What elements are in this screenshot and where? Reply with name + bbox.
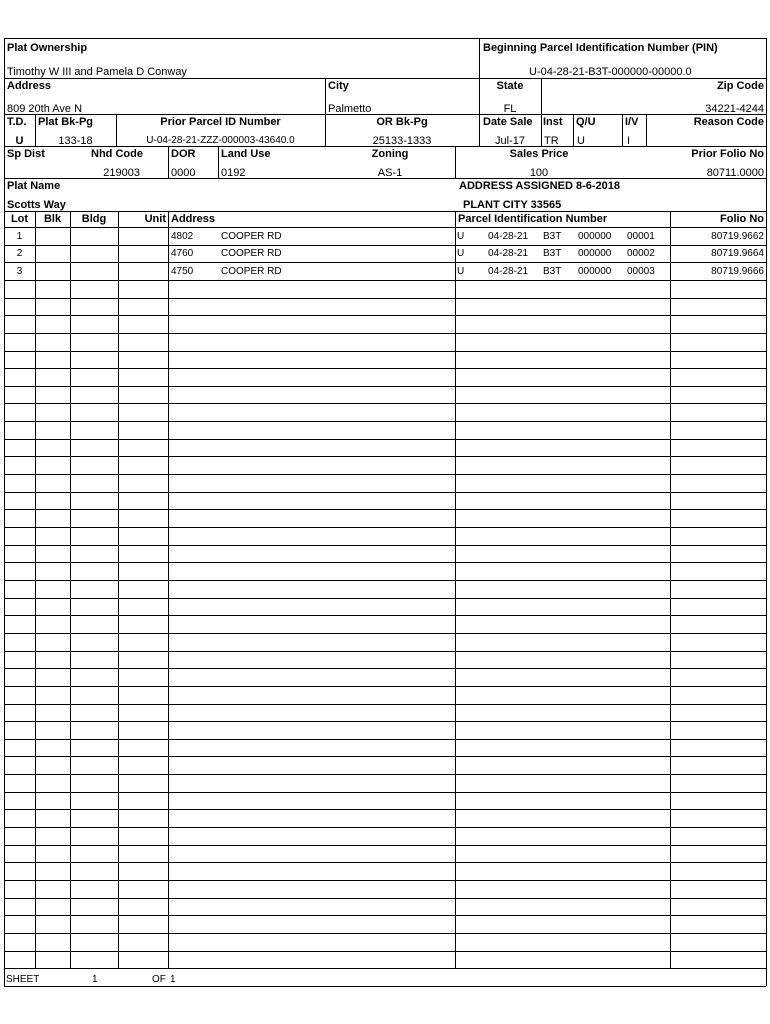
pin-block-cell: 000000 bbox=[578, 248, 612, 259]
grid-column-rule bbox=[168, 211, 169, 968]
divider bbox=[218, 146, 219, 178]
grid-column-rule bbox=[670, 211, 671, 968]
qu-value: U bbox=[577, 135, 585, 147]
iv-value: I bbox=[627, 135, 631, 147]
prior-parcel-label: Prior Parcel ID Number bbox=[160, 116, 281, 128]
plat-ownership-label: Plat Ownership bbox=[7, 42, 88, 54]
pin-lot-cell: 00002 bbox=[627, 248, 655, 259]
sales-price-value: 100 bbox=[529, 167, 549, 179]
land-use-label: Land Use bbox=[221, 148, 271, 160]
plant-city-note: PLANT CITY 33565 bbox=[463, 199, 562, 211]
col-bldg-header: Bldg bbox=[81, 213, 107, 225]
street-cell: COOPER RD bbox=[221, 231, 282, 242]
pin-label: Beginning Parcel Identification Number (PIN) bbox=[483, 42, 718, 54]
pin-section-cell: 04-28-21 bbox=[488, 248, 529, 259]
sheet-label: SHEET bbox=[6, 974, 40, 985]
pin-section-cell: 04-28-21 bbox=[488, 266, 529, 277]
address-number-cell: 4750 bbox=[171, 266, 194, 277]
pin-prefix-cell: U bbox=[457, 266, 465, 277]
address-number-cell: 4760 bbox=[171, 248, 194, 259]
pin-section-cell: 04-28-21 bbox=[488, 231, 529, 242]
footer-rule bbox=[4, 986, 766, 987]
col-lot-header: Lot bbox=[10, 213, 29, 225]
sheet-number: 1 bbox=[92, 974, 98, 985]
divider bbox=[622, 114, 623, 146]
zip-label: Zip Code bbox=[716, 80, 764, 92]
plat-bk-pg-label: Plat Bk-Pg bbox=[38, 116, 94, 128]
folio-cell: 80719.9664 bbox=[711, 248, 764, 259]
folio-cell: 80719.9662 bbox=[711, 231, 764, 242]
col-blk-header: Blk bbox=[43, 213, 62, 225]
iv-label: I/V bbox=[625, 116, 639, 128]
sp-dist-label: Sp Dist bbox=[7, 148, 45, 160]
pin-prefix-cell: U bbox=[457, 248, 465, 259]
border bbox=[4, 38, 5, 986]
dor-label: DOR bbox=[171, 148, 196, 160]
sheet-total: 1 bbox=[170, 974, 176, 985]
city-label: City bbox=[328, 80, 349, 92]
col-unit-header: Unit bbox=[144, 213, 166, 225]
divider bbox=[541, 78, 542, 114]
street-cell: COOPER RD bbox=[221, 248, 282, 259]
plat-bk-pg-value: 133-18 bbox=[58, 135, 93, 147]
plat-name-value: Scotts Way bbox=[7, 199, 66, 211]
state-label: State bbox=[496, 80, 524, 92]
pin-prefix-cell: U bbox=[457, 231, 465, 242]
td-value: U bbox=[15, 135, 24, 147]
col-folio-header: Folio No bbox=[720, 213, 764, 225]
col-pin-header: Parcel Identification Number bbox=[458, 213, 608, 225]
owner-city: Palmetto bbox=[328, 103, 372, 115]
grid-column-rule bbox=[70, 211, 71, 968]
owner-name: Timothy W III and Pamela D Conway bbox=[7, 66, 187, 78]
divider bbox=[455, 146, 456, 178]
inst-value: TR bbox=[544, 135, 559, 147]
divider bbox=[325, 78, 326, 114]
grid-column-rule bbox=[455, 211, 456, 968]
pin-sub-cell: B3T bbox=[543, 231, 562, 242]
pin-sub-cell: B3T bbox=[543, 248, 562, 259]
address-assigned-note: ADDRESS ASSIGNED 8-6-2018 bbox=[459, 180, 620, 192]
sales-price-label: Sales Price bbox=[509, 148, 569, 160]
rule bbox=[4, 38, 766, 39]
divider bbox=[168, 146, 169, 178]
divider bbox=[573, 114, 574, 146]
divider bbox=[479, 38, 480, 78]
rule bbox=[4, 78, 766, 79]
border bbox=[766, 38, 767, 986]
lot-cell: 3 bbox=[16, 266, 23, 277]
or-bk-pg-label: OR Bk-Pg bbox=[376, 116, 428, 128]
td-label: T.D. bbox=[7, 116, 27, 128]
folio-cell: 80719.9666 bbox=[711, 266, 764, 277]
lot-cell: 2 bbox=[16, 248, 23, 259]
street-cell: COOPER RD bbox=[221, 266, 282, 277]
pin-lot-cell: 00001 bbox=[627, 231, 655, 242]
prior-folio-label: Prior Folio No bbox=[691, 148, 764, 160]
address-label: Address bbox=[7, 80, 52, 92]
grid-column-rule bbox=[35, 211, 36, 968]
pin-block-cell: 000000 bbox=[578, 266, 612, 277]
col-address-header: Address bbox=[171, 213, 216, 225]
land-use-value: 0192 bbox=[221, 167, 246, 179]
divider bbox=[541, 114, 542, 146]
or-bk-pg-value: 25133-1333 bbox=[372, 135, 432, 147]
date-sale-label: Date Sale bbox=[483, 116, 533, 128]
owner-address: 809 20th Ave N bbox=[7, 103, 83, 115]
prior-folio-value: 80711.0000 bbox=[706, 167, 764, 179]
pin-lot-cell: 00003 bbox=[627, 266, 655, 277]
prior-parcel-value: U-04-28-21-ZZZ-000003-43640.0 bbox=[146, 135, 295, 146]
date-sale-value: Jul-17 bbox=[495, 135, 525, 147]
nhd-code-label: Nhd Code bbox=[91, 148, 143, 160]
plat-name-label: Plat Name bbox=[7, 180, 61, 192]
dor-value: 0000 bbox=[171, 167, 196, 179]
owner-state: FL bbox=[503, 103, 517, 115]
owner-zip: 34221-4244 bbox=[705, 103, 764, 115]
grid-column-rule bbox=[118, 211, 119, 968]
inst-label: Inst bbox=[543, 116, 563, 128]
divider bbox=[646, 114, 647, 146]
nhd-code-value: 219003 bbox=[103, 167, 140, 179]
zoning-label: Zoning bbox=[371, 148, 409, 160]
pin-block-cell: 000000 bbox=[578, 231, 612, 242]
beginning-pin: U-04-28-21-B3T-000000-00000.0 bbox=[529, 66, 692, 78]
pin-sub-cell: B3T bbox=[543, 266, 562, 277]
zoning-value: AS-1 bbox=[377, 167, 403, 179]
reason-code-label: Reason Code bbox=[693, 116, 764, 128]
lot-cell: 1 bbox=[16, 231, 23, 242]
address-number-cell: 4802 bbox=[171, 231, 194, 242]
qu-label: Q/U bbox=[576, 116, 596, 128]
grid-bottom-rule bbox=[4, 968, 766, 969]
sheet-of-label: OF bbox=[152, 974, 166, 985]
